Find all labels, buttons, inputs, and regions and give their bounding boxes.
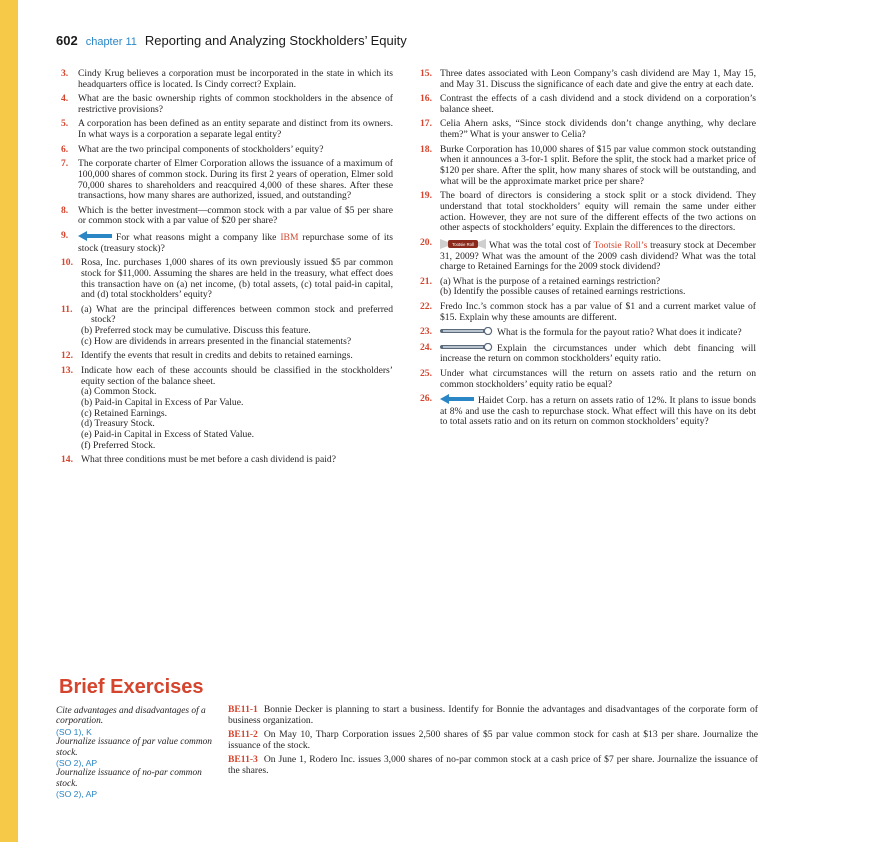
question-text: Burke Corporation has 10,000 shares of $15 par value common stock outstanding when it announces a 3-for-1 split. Before the split, the stock had a market price of $120 per share. After the split, how many shares of stock will be outstanding, and what will be the approximate market price per share?: [440, 143, 756, 187]
question-number: 11.: [61, 303, 73, 315]
question-text: Contrast the effects of a cash dividend and a stock dividend on a corporation’s balance sheet.: [440, 93, 756, 115]
question-7: [61, 159, 393, 202]
question-26: [420, 394, 756, 428]
company-name-ibm: IBM: [280, 231, 299, 243]
brief-exercise: [228, 730, 758, 752]
question-part-b: (b) Identify the possible causes of retained earnings restrictions.: [440, 286, 686, 298]
exercise-text: On May 10, Tharp Corporation issues 2,500 shares of $5 par value common stock for cash at $13 per share. Journalize the issuance of the stock.: [228, 729, 758, 751]
question-15: [420, 69, 756, 90]
question-21: [420, 277, 756, 298]
question-number: 17.: [420, 118, 432, 130]
question-17: [420, 119, 756, 140]
question-text: treasury stock at December 31, 2009? What was the amount of the 2009 cash dividend? What was the total charge to Retained Earnings for the 2009 stock dividend?: [440, 239, 756, 273]
exercise-text: Bonnie Decker is planning to start a business. Identify for Bonnie the advantages and disadvantages of the corporate form of business organization.: [228, 704, 758, 726]
question-number: 19.: [420, 190, 432, 202]
question-number: 14.: [61, 454, 73, 466]
question-number: 21.: [420, 275, 432, 287]
question-number: 12.: [61, 350, 73, 362]
question-text: What three conditions must be met before a cash dividend is paid?: [81, 454, 336, 466]
question-text: repurchase some of its stock (treasury stock)?: [78, 231, 393, 254]
question-text: What are the two principal components of stockholders’ equity?: [78, 143, 324, 155]
margin-note: [56, 706, 216, 737]
question-part-b: (b) Preferred stock may be cumulative. Discuss this feature.: [81, 325, 311, 337]
question-number: 18.: [420, 143, 432, 155]
question-number: 7.: [61, 158, 69, 170]
tootsie-roll-icon: [440, 238, 486, 250]
study-objective-tag: (SO 2), AP: [56, 789, 98, 800]
question-25: [420, 369, 756, 390]
list-item: (c) Retained Earnings.: [81, 407, 168, 419]
decision-toolkit-icon: [440, 343, 494, 351]
question-text: Indicate how each of these accounts should be classified in the stockholders’ equity section of the balance sheet.: [81, 364, 393, 387]
question-text: What are the basic ownership rights of common stockholders in the absence of restrictive provisions?: [78, 93, 393, 115]
question-text: What is the formula for the payout ratio? What does it indicate?: [497, 327, 742, 339]
question-number: 3.: [61, 68, 69, 79]
question-number: 4.: [61, 93, 69, 105]
question-part-c: (c) How are dividends in arrears presented in the financial statements?: [81, 335, 352, 347]
question-text: Haidet Corp. has a return on assets ratio of 12%. It plans to issue bonds at 8% and use the cash to repurchase stock. What effect will this have on its debt to total assets ratio and on its return on common stockholders’ equity?: [440, 395, 756, 428]
ethics-arrow-icon: [440, 394, 474, 404]
question-11: [61, 305, 393, 348]
exercise-code: BE11-3: [228, 754, 258, 766]
study-objective-tag: (SO 1), K: [56, 726, 92, 737]
question-22: [420, 302, 756, 323]
list-item: (b) Paid-in Capital in Excess of Par Value.: [81, 396, 244, 408]
question-number: 22.: [420, 300, 432, 312]
question-number: 10.: [61, 257, 73, 269]
brief-exercise-list: [228, 705, 758, 781]
question-24: [420, 343, 756, 365]
list-item: (f) Preferred Stock.: [81, 439, 156, 451]
question-number: 13.: [61, 364, 73, 376]
margin-note: [56, 768, 216, 799]
question-5: [61, 119, 393, 140]
question-text: Explain the circumstances under which debt financing will increase the return on common stockholders’ equity ratio.: [440, 342, 756, 365]
question-number: 9.: [61, 229, 69, 241]
question-19: [420, 191, 756, 234]
margin-note-label: Journalize issuance of no-par common stock.: [56, 768, 202, 789]
list-item: (d) Treasury Stock.: [81, 418, 155, 430]
question-text: Identify the events that result in credits and debits to retained earnings.: [81, 350, 353, 362]
margin-note: [56, 737, 216, 768]
question-text: Fredo Inc.’s common stock has a par value of $1 and a current market value of $15. Explain why these amounts are different.: [440, 300, 756, 323]
question-text: The corporate charter of Elmer Corporation allows the issuance of a maximum of 100,000 shares of common stock. During its first 2 years of operation, Elmer sold 70,000 shares to shareholders and reacquired 4,000 of these shares. After these transactions, how many shares are authorized, issued, and outstanding?: [78, 158, 393, 202]
question-4: [61, 94, 393, 115]
margin-stripe: [0, 0, 18, 842]
question-6: [61, 145, 393, 156]
question-number: 6.: [61, 143, 69, 155]
question-number: 26.: [420, 393, 432, 405]
list-item: (a) Common Stock.: [81, 386, 157, 398]
chapter-label: chapter 11: [85, 36, 137, 48]
question-20: [420, 238, 756, 273]
question-number: 15.: [420, 68, 432, 79]
margin-notes: [56, 706, 216, 800]
question-14: [61, 455, 393, 466]
question-23: [420, 327, 756, 339]
question-number: 16.: [420, 93, 432, 105]
question-number: 25.: [420, 367, 432, 379]
question-16: [420, 94, 756, 115]
page-header: [56, 33, 407, 51]
margin-note-label: Cite advantages and disadvantages of a corporation.: [56, 706, 206, 727]
question-18: [420, 145, 756, 188]
section-heading-brief-exercises: Brief Exercises: [59, 676, 204, 698]
chapter-title: Reporting and Analyzing Stockholders’ Equity: [144, 33, 407, 48]
question-number: 5.: [61, 118, 69, 130]
question-12: [61, 351, 393, 362]
question-text: Rosa, Inc. purchases 1,000 shares of its own previously issued $5 par common stock for $11,000. Assuming the shares are held in the treasury, what effect does this transaction have on (a) net income, (b) total assets, (c) total paid-in capital, and (d) total stockholders’ equity?: [81, 257, 393, 301]
question-10: [61, 258, 393, 301]
question-number: 8.: [61, 204, 69, 216]
question-text: A corporation has been defined as an entity separate and distinct from its owners. In what ways is a corporation a separate legal entity?: [78, 118, 393, 141]
question-9: [61, 231, 393, 254]
question-text: Three dates associated with Leon Company’s cash dividend are May 1, May 15, and May 31. Discuss the significance of each date and give the entry at each date.: [440, 68, 756, 90]
exercise-code: BE11-1: [228, 704, 258, 715]
brief-exercise: [228, 705, 758, 727]
ethics-arrow-icon: [78, 231, 112, 241]
question-text: Celia Ahern asks, “Since stock dividends don’t change anything, why declare them?” What is your answer to Celia?: [440, 118, 756, 141]
question-number: 23.: [420, 326, 432, 338]
question-text: Under what circumstances will the return on assets ratio and the return on common stockholders’ equity ratio be equal?: [440, 367, 756, 390]
exercise-code: BE11-2: [228, 729, 258, 741]
question-8: [61, 206, 393, 227]
question-3: [61, 69, 393, 90]
question-text: The board of directors is considering a stock split or a stock dividend. They understand that total stockholders’ equity will remain the same under either action. However, they are not sure of the different effects of the two actions on other aspects of stockholders’ equity. Explain the differences to the directors.: [440, 190, 756, 234]
brief-exercise: [228, 755, 758, 777]
margin-note-label: Journalize issuance of par value common stock.: [56, 737, 212, 758]
question-text: Which is the better investment—common stock with a par value of $5 per share or common stock with a par value of $20 per share?: [78, 204, 393, 227]
question-part-a: (a) What is the purpose of a retained earnings restriction?: [440, 275, 661, 287]
question-part-a: (a) What are the principal differences between common stock and preferred stock?: [81, 303, 393, 326]
questions-right-column: [420, 69, 756, 432]
question-number: 20.: [420, 236, 432, 248]
company-name-tootsie-roll: Tootsie Roll’s: [593, 239, 648, 251]
decision-toolkit-icon: [440, 327, 494, 335]
question-number: 24.: [420, 341, 432, 353]
exercise-text: On June 1, Rodero Inc. issues 3,000 shares of no-par common stock at a cash price of $7 per share. Journalize the issuance of the shares.: [228, 754, 758, 777]
page-number: 602: [56, 33, 78, 48]
question-text: What was the total cost of: [489, 239, 594, 251]
questions-left-column: [61, 69, 393, 470]
list-item: (e) Paid-in Capital in Excess of Stated Value.: [81, 429, 255, 441]
question-text: Cindy Krug believes a corporation must be incorporated in the state in which its headquarters office is located. Is Cindy correct? Explain.: [78, 68, 393, 90]
study-objective-tag: (SO 2), AP: [56, 758, 98, 769]
question-text: For what reasons might a company like: [116, 231, 281, 243]
question-13: [61, 366, 393, 452]
icon-label: Tootsie Roll: [452, 241, 474, 247]
